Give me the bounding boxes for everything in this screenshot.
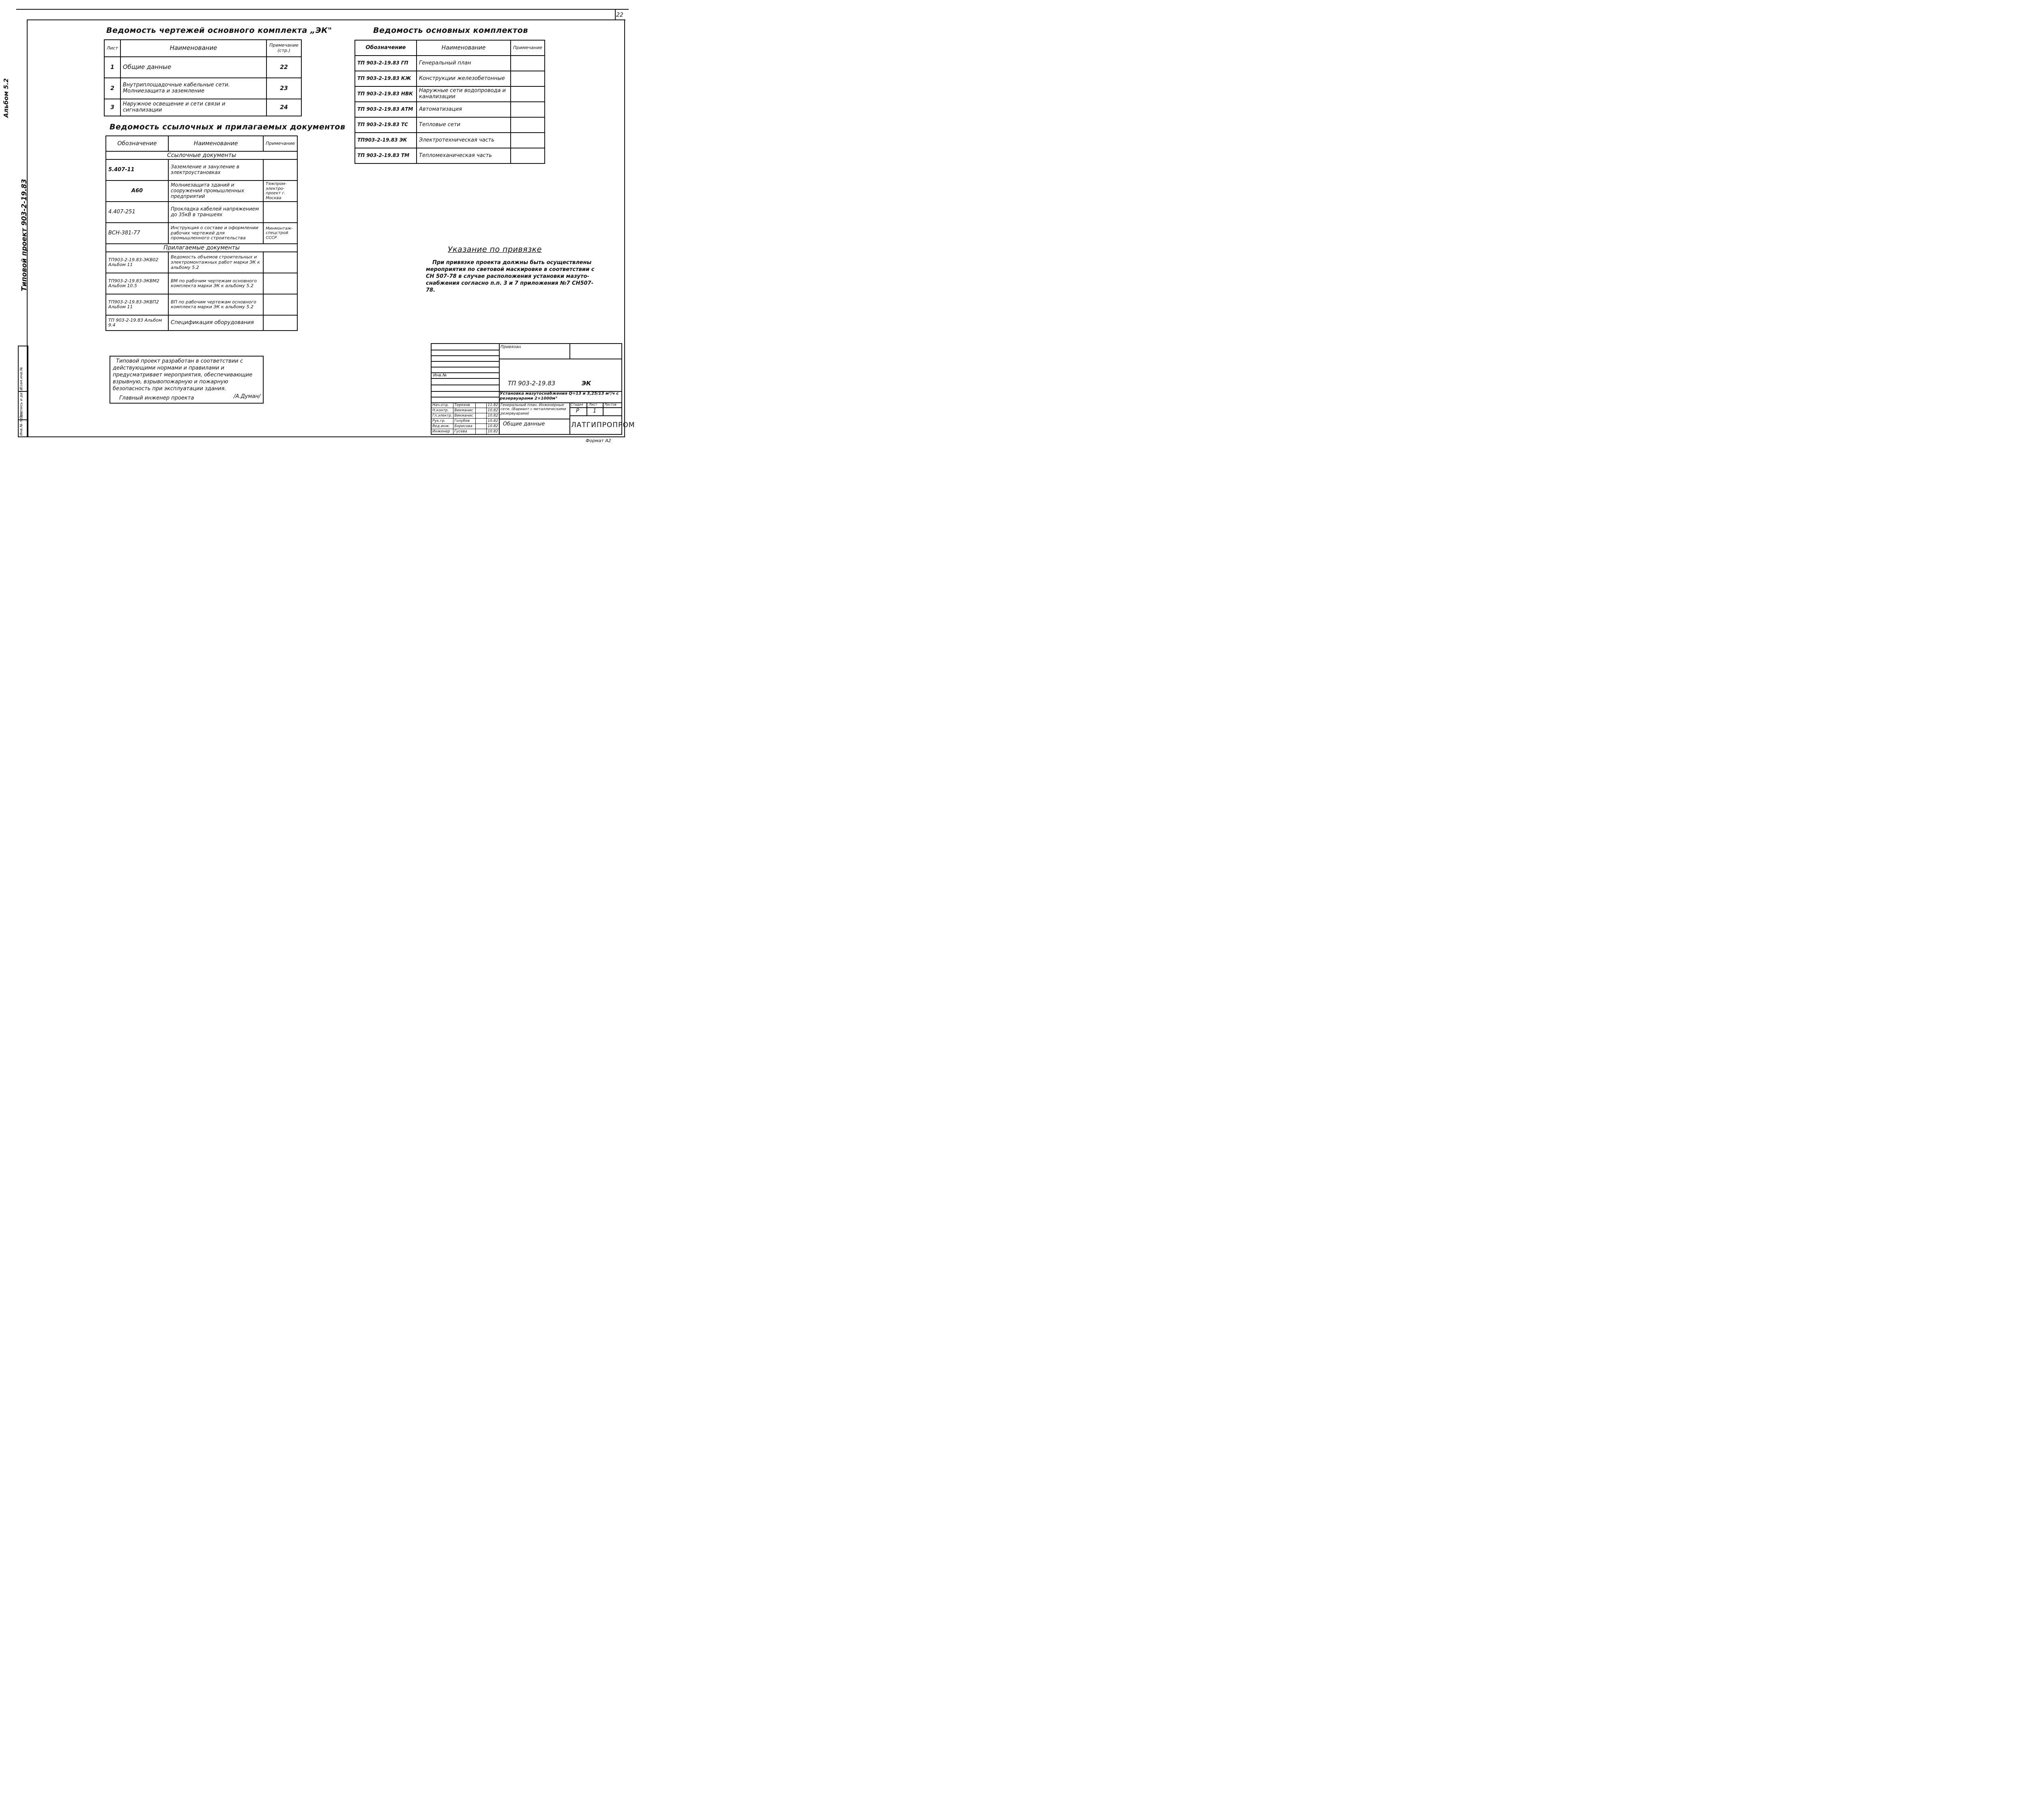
ref-code-4: ВСН-381-77 [106,223,168,244]
tb-sheet-name: Генеральный план. Инженерные сети. (Вариант с металлическими резервуарами) [501,403,566,416]
ref-name-4: Инструкция о составе и оформлении рабочих чертежей для промышленного строительства [168,223,263,244]
statement-signer: Главный инженер проекта [119,395,194,402]
drawing-name-3: Наружное освещение и сети связи и сигнализации [120,99,266,116]
table-row [355,102,545,117]
table-row [106,180,297,202]
tb-role: Рук.гр. [432,419,453,424]
set-code-1: ТП 903-2-19.83 ГП [355,56,417,71]
tb-date: 10.82 [487,424,499,429]
main-sets-table [354,40,545,164]
tb-role: Гл.электр. [432,413,453,419]
tb-person: Голубев [453,419,476,424]
ref-code-3: 4.407-251 [106,202,168,223]
att-note-4 [263,315,297,331]
drawing-name-2: Внутриплощадочные кабельные сети. Молниезащита и заземление [120,78,266,99]
top-rule [16,9,629,10]
drawing-note-1: 22 [266,57,301,78]
tb-role: Вед.инж. [432,424,453,429]
tb-date: 10.82 [487,419,499,424]
binding-text: При привязке проекта должны быть осуществлены мероприятия по световой маскировке в соответствии с СН 507-78 в случае расположения установки мазуто-снабжения согласно п.п. 3 и 7 приложения №7 СН507-78. [426,260,595,293]
table-row [106,273,297,294]
side-stamp [18,346,28,437]
drawings-title: Ведомость чертежей основного комплекта „ЭК" [106,26,332,35]
table-row [106,223,297,244]
set-note-3 [511,86,545,102]
drawing-sheet-1: 1 [104,57,120,78]
set-code-2: ТП 903-2-19.83 КЖ [355,71,417,86]
album-label: Альбом 5.2 [2,78,10,118]
set-code-3: ТП 903-2-19.83 НВК [355,86,417,102]
set-name-7: Тепломеханическая часть [417,148,511,163]
att-name-1: Ведомость объемов строительных и электромонтажных работ марки ЭК к альбому 5.2 [168,252,263,273]
main-sets-header-code: Обозначение [355,40,417,56]
refs-header-code: Обозначение [106,136,168,151]
main-sets-title: Ведомость основных комплектов [373,26,528,35]
stamp-inv-label: Инв.№ подл. [19,411,24,436]
tb-stage-value: Р [576,408,579,414]
att-note-3 [263,294,297,315]
drawing-sheet-2: 2 [104,78,120,99]
table-row [355,56,545,71]
refs-header-note: Примечание [263,136,297,151]
binding-title: Указание по привязке [448,245,542,254]
set-note-6 [511,133,545,148]
ref-note-4: Минмонтаж-спецстрой СССР [263,223,297,244]
drawing-note-2: 23 [266,78,301,99]
refs-table [105,135,298,331]
tb-date: 11.82 [487,403,499,408]
tb-privyazan: Привязан [501,345,521,349]
refs-title: Ведомость ссылочных и прилагаемых документов [110,122,346,131]
set-note-4 [511,102,545,117]
format-label: Формат А2 [586,438,611,443]
statement-text: Типовой проект разработан в соответствии с действующими нормами и правилами и предусматривает мероприятия, обеспечивающие взрывную, взрывопожарную и пожарную безопасность при эксплуатации здания. [113,358,253,392]
tb-person: Гусева [453,429,476,434]
drawing-note-3: 24 [266,99,301,116]
set-name-4: Автоматизация [417,102,511,117]
att-name-4: Спецификация оборудования [168,315,263,331]
table-row [355,71,545,86]
tb-sheet-header: Лист [589,403,597,406]
tb-person: Терехов [453,403,476,408]
table-row [106,202,297,223]
drawings-header-sheet: Лист [104,40,120,57]
main-sets-header-note: Примечание [511,40,545,56]
ref-note-2: Тяжпром-электро-проект г. Москва [263,180,297,202]
tb-mark: ЭК [582,380,591,387]
ref-code-1: 5.407-11 [106,159,168,180]
set-code-4: ТП 903-2-19.83 АТМ [355,102,417,117]
drawings-header-note: Примечание (стр.) [266,40,301,57]
table-row [355,148,545,163]
att-code-2: ТП903-2-19.83-ЭКВМ2 Альбом 10.5 [106,273,168,294]
table-row [104,57,301,78]
table-row [104,78,301,99]
tb-sheet-value: 1 [593,408,597,414]
ref-code-2: А60 [106,180,168,202]
set-name-3: Наружные сети водопровода и канализации [417,86,511,102]
tb-date: 10.82 [487,429,499,434]
tb-date: 10.82 [487,413,499,419]
tb-stage-header: Стадия [571,403,583,406]
table-row [355,133,545,148]
set-code-7: ТП 903-2-19.83 ТМ [355,148,417,163]
ref-name-2: Молниезащита зданий и сооружений промышленных предприятий [168,180,263,202]
table-row [355,117,545,133]
stamp-vzam-label: Взам.инв.№ [19,367,24,389]
tb-inv-label: Инв.№ [433,373,447,378]
set-name-6: Электротехническая часть [417,133,511,148]
tb-people [431,402,499,434]
tb-person: Викманис [453,413,476,419]
set-code-6: ТП903-2-19.83 ЭК [355,133,417,148]
ref-name-3: Прокладка кабелей напряжением до 35кВ в траншеях [168,202,263,223]
ref-name-1: Заземление и зануление в электроустановках [168,159,263,180]
table-row [104,99,301,116]
set-name-5: Тепловые сети [417,117,511,133]
att-code-1: ТП903-2-19.83-ЭКВ02 Альбом 11 [106,252,168,273]
att-note-1 [263,252,297,273]
stamp-sign-label: Подпись и дата [19,388,24,419]
tb-date: 10.82 [487,408,499,413]
main-sets-header-name: Наименование [417,40,511,56]
refs-header-name: Наименование [168,136,263,151]
drawing-sheet-3: 3 [104,99,120,116]
table-row [106,159,297,180]
set-code-5: ТП 903-2-19.83 ТС [355,117,417,133]
tb-project-name: Установка мазутоснабжения Q=13 и 3,25/13 м³/ч с резервуарами 2×1000м³ [500,391,619,401]
set-note-5 [511,117,545,133]
statement-name: /А.Думан/ [234,393,260,400]
drawings-header-name: Наименование [120,40,266,57]
sheet-number: 22 [616,12,623,18]
att-code-4: ТП 903-2-19.83 Альбом 9.4 [106,315,168,331]
ref-note-3 [263,202,297,223]
frame-top [27,19,625,20]
drawing-name-1: Общие данные [120,57,266,78]
set-name-1: Генеральный план [417,56,511,71]
tb-org: ЛАТГИПРОПРОМ [571,421,635,429]
att-code-3: ТП903-2-19.83-ЭКВП2 Альбом 11 [106,294,168,315]
ref-note-1 [263,159,297,180]
refs-section-att: Прилагаемые документы [106,244,297,252]
tb-code: ТП 903-2-19.83 [508,380,556,387]
drawings-table [104,39,302,116]
table-row [355,86,545,102]
tb-role: Н.контр. [432,408,453,413]
table-row [106,252,297,273]
set-name-2: Конструкции железобетонные [417,71,511,86]
set-note-2 [511,71,545,86]
set-note-1 [511,56,545,71]
project-label: Типовой проект 903-2-19.83 [20,179,28,291]
att-note-2 [263,273,297,294]
tb-person: Борисова [453,424,476,429]
tb-sheets-header: Листов [604,403,617,406]
att-name-2: ВМ по рабочим чертежам основного комплекта марки ЭК к альбому 5.2 [168,273,263,294]
att-name-3: ВП по рабочим чертежам основного комплекта марки ЭК к альбому 5.2 [168,294,263,315]
frame-bottom [27,436,625,437]
table-row [106,315,297,331]
table-row [106,294,297,315]
tb-person: Викманис [453,408,476,413]
title-block [431,343,635,435]
tb-role: Нач.отд. [432,403,453,408]
statement-box [110,356,264,404]
tb-sheet-subtitle: Общие данные [503,421,545,427]
tb-role: Инженер [432,429,453,434]
set-note-7 [511,148,545,163]
frame-right [624,19,625,437]
refs-section-ref: Ссылочные документы [106,151,297,159]
